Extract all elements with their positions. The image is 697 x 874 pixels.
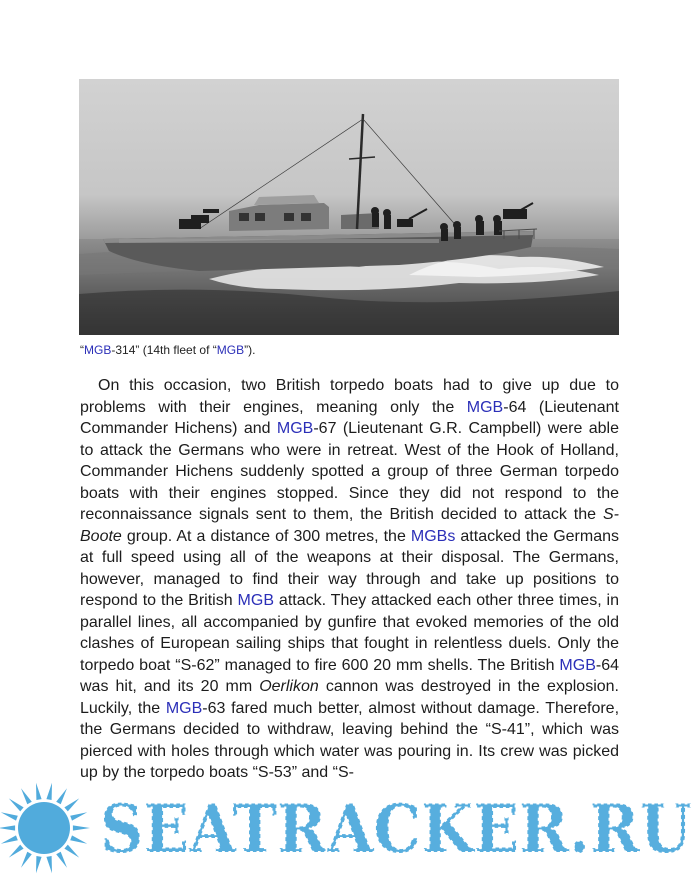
sun-ray [64, 798, 79, 811]
watermark [0, 770, 697, 874]
body-text-4: group. At a distance of 300 metres, the [121, 527, 411, 545]
mgb-link-4[interactable]: MGB [559, 656, 596, 674]
sun-ray [46, 856, 52, 873]
sun-ray [9, 798, 24, 811]
mgb-link-3[interactable]: MGB [237, 592, 274, 609]
sun-ray [21, 852, 32, 868]
sun-logo-icon [0, 783, 90, 874]
sun-ray [1, 835, 18, 843]
sun-ray [46, 783, 52, 800]
caption-mgb-link-2[interactable]: MGB [216, 343, 245, 357]
mgb-link-1[interactable]: MGB [466, 398, 504, 416]
body-paragraph [80, 375, 619, 784]
torpedo-boat-photo [79, 79, 619, 335]
sun-ray [36, 783, 42, 800]
sun-ray [0, 825, 15, 830]
photo-caption [80, 343, 620, 358]
body-text-6: attack. They attacked each other three times, in parallel lines, all accompanied by gunfire that evoked memories of the old clashes of European sailing ships that fought in relentless duels. Only the torpedo boat “S-62” managed to fire 600 20 mm shells. The British [80, 592, 620, 674]
sun-ray [56, 788, 67, 804]
body-text-3: -67 (Lieutenant G.R. Campbell) were able to attack the Germans who were in retreat. West of the Hook of Holland, Commander Hichens suddenly spotted a group of three German torpedo boats with their engines stopped. Since they did not respond to the reconnaissance signals sent to them, the British decided to attack the [80, 420, 619, 523]
watermark-text: SEATRACKER.RU [100, 790, 692, 868]
mgb-link-5[interactable]: MGB [165, 699, 203, 717]
body-text-1: On this occasion, two British torpedo boats had to give up due to problems with their engines, meaning only the [80, 377, 619, 416]
sun-ray [36, 856, 42, 873]
caption-text-1: -314” (14th fleet of “ [111, 343, 217, 357]
body-text-5: attacked the Germans at full speed using all of the weapons at their disposal. The Germans, however, managed to find their way through and take up positions to respond to the British [80, 527, 620, 609]
sun-ray [73, 825, 90, 830]
body-text-8: cannon was destroyed in the explosion. Luckily, the [80, 678, 619, 717]
sun-ray [1, 812, 18, 820]
oerlikon-term: Oerlikon [259, 678, 319, 695]
mgb-link-2[interactable]: MGB [276, 420, 314, 437]
sun-ray [64, 845, 79, 858]
caption-quote-open: “ [80, 343, 84, 357]
caption-mgb-link-1[interactable]: MGB [84, 343, 112, 357]
body-text-9: -63 fared much better, almost without damage. Therefore, the Germans decided to withdraw, leaving behind the “S-41”, which was pierced with holes through which water was pouring in. Its crew was picked up by the torpedo boats “S-53” and “S- [80, 699, 620, 781]
caption-text-2: ”). [244, 343, 256, 357]
sun-ray [56, 852, 67, 868]
sun-ray [9, 845, 24, 858]
mgbs-link[interactable]: MGBs [410, 527, 456, 545]
body-text-2: -64 (Lieutenant Commander Hichens) and [80, 398, 619, 437]
body-text-7: -64 was hit, and its 20 mm [80, 656, 619, 695]
s-boote-term: S-Boote [80, 506, 619, 545]
sun-ray [70, 835, 87, 843]
sun-ray [21, 788, 32, 804]
ship-icon [79, 79, 619, 335]
sun-ray [70, 812, 87, 820]
